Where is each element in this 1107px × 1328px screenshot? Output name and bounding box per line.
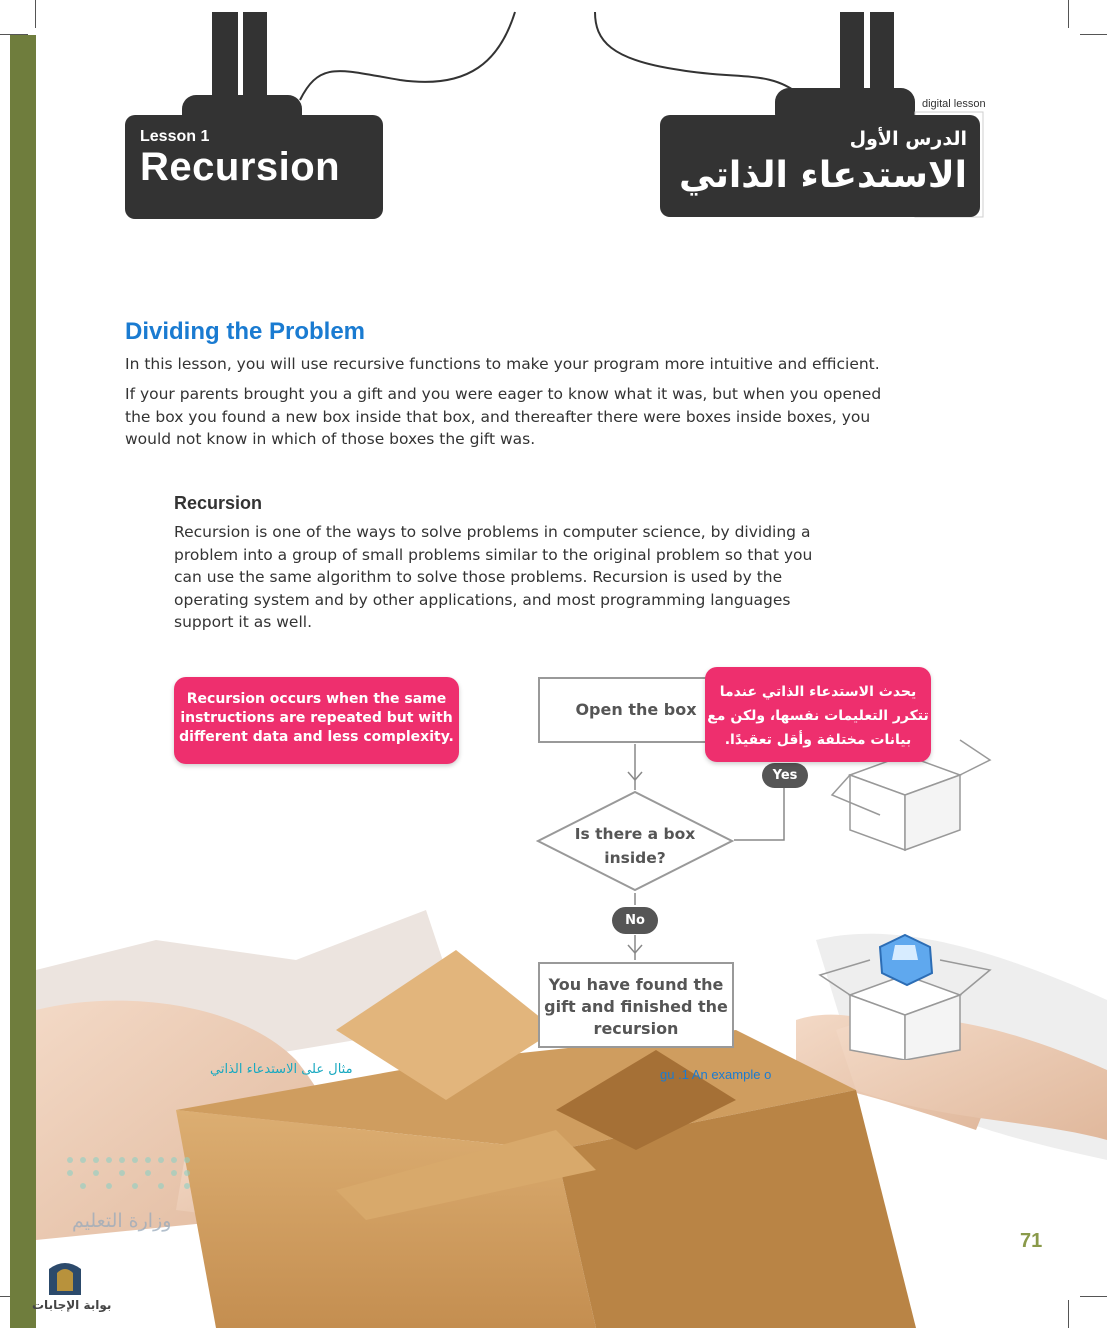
ministry-name: وزارة التعليم xyxy=(72,1210,172,1232)
lesson-title-ar: الاستدعاء الذاتي xyxy=(678,155,967,196)
intro-paragraph: In this lesson, you will use recursive functions to make your program more intuitive and efficient. xyxy=(125,355,880,373)
section-heading: Dividing the Problem xyxy=(125,318,366,345)
lesson-title: Recursion xyxy=(140,145,341,189)
page-number: 71 xyxy=(1020,1230,1043,1252)
portal-logo-icon xyxy=(45,1255,85,1299)
flowchart-found-gift: You have found the gift and finished the recursion xyxy=(538,962,734,1048)
recursion-paragraph: Recursion is one of the ways to solve problems in computer science, by dividing a problem into a group of small problems similar to the original problem so that you can use the same algorithm to solve those problems. Recursion is used by the operating system and by other applications, and most programming languages support it as well. xyxy=(174,523,813,631)
figure-caption-ar: مثال على الاستدعاء الذاتي xyxy=(210,1062,353,1077)
lesson-label-ar: الدرس الأول xyxy=(849,128,967,150)
flowchart-open-box: Open the box xyxy=(538,677,734,743)
lesson-label: Lesson 1 xyxy=(140,128,210,145)
callout-arabic: يحدث الاستدعاء الذاتي عندما تتكرر التعليمات نفسها، ولكن مع بيانات مختلفة وأقل تعقيدًا. xyxy=(705,667,931,762)
digital-lesson-tag[interactable]: digital lesson xyxy=(922,98,986,110)
gift-paragraph: If your parents brought you a gift and you were eager to know what it was, but when you opened the box you found a new box inside that box, and thereafter there were boxes inside boxes, you would not know in which of those boxes the gift was. xyxy=(125,385,882,448)
figure-caption-en: gu .1 An example o xyxy=(660,1067,772,1082)
yes-label: Yes xyxy=(762,763,808,788)
no-label: No xyxy=(612,907,658,934)
portal-name: بوابة الإجابات xyxy=(32,1298,112,1312)
recursion-heading: Recursion xyxy=(174,493,263,513)
callout-english: Recursion occurs when the same instructions are repeated but with different data and less complexity. xyxy=(174,677,459,764)
decision-text: Is there a box inside? xyxy=(574,825,696,867)
